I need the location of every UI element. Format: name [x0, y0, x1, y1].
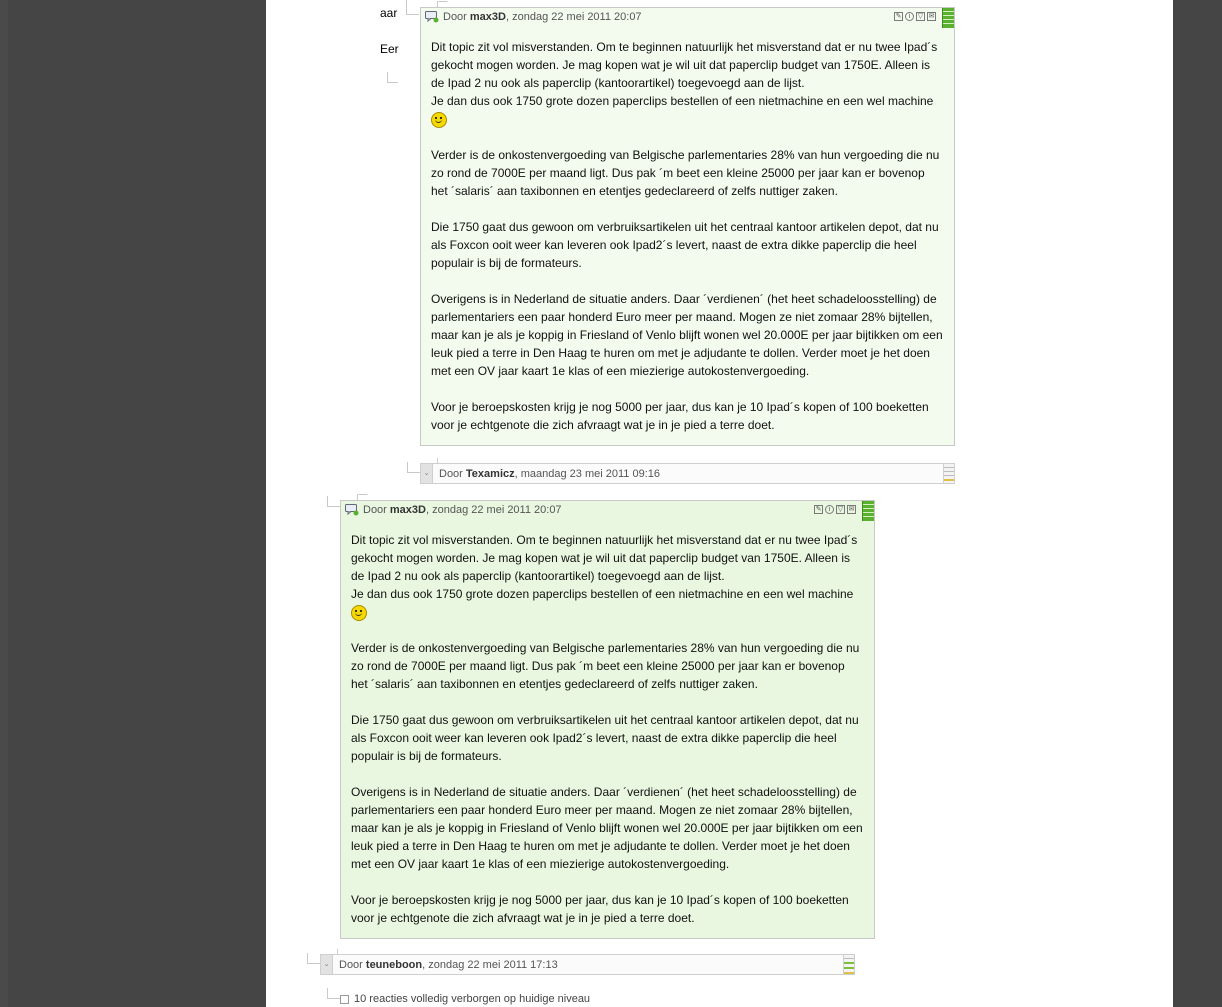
- comment-pointer: [437, 1, 448, 8]
- mail-icon[interactable]: ✉: [848, 506, 855, 513]
- comment-byline: [363, 504, 562, 516]
- comment-pointer: [337, 949, 346, 955]
- thread-line: [307, 953, 320, 964]
- moderate-down-icon[interactable]: ▽: [837, 506, 844, 513]
- author-link[interactable]: max3D: [389, 504, 426, 516]
- hidden-reactions-text: 10 reacties volledig verborgen op huidige niveau: [354, 993, 591, 1005]
- thread-line: [406, 0, 419, 15]
- byline-prefix: Door: [339, 959, 366, 971]
- comment-date: , maandag 23 mei 2011 09:16: [514, 468, 660, 480]
- truncated-text: Eer: [380, 42, 399, 56]
- truncated-text: aar: [380, 6, 398, 20]
- hidden-reactions-note[interactable]: [340, 993, 590, 1005]
- info-icon[interactable]: i: [905, 12, 914, 21]
- comment-bubble-icon: [425, 11, 439, 23]
- moderate-down-icon[interactable]: ▽: [917, 13, 924, 20]
- comment-body: [351, 531, 864, 945]
- thread-line: [327, 496, 340, 507]
- comment-header: [341, 501, 874, 521]
- collapsed-comment[interactable]: [420, 463, 955, 484]
- comment-paragraph: Overigens is in Nederland de situatie anders. Daar ´verdienen´ (het heet schadeloosstelling) de parlementariers een paar honderd Euro meer per maand. Mogen ze niet zomaar 28% bijtellen, maar kan je als je koppig in Friesland of Venlo blijft wonen wel 20.000E per jaar bijtikken om een leuk pied a terre in Den Haag te huren om met je adjudante te dollen. Verder moet je het doen met een OV jaar kaart 1e klas of een miezierige autokostenvergoeding.: [351, 785, 863, 871]
- comment-tools: [814, 505, 856, 514]
- comment-text: Je dan dus ook 1750 grote dozen paperclips bestellen of een nietmachine en een wel machine: [351, 587, 854, 601]
- comment-tools: [894, 12, 936, 21]
- comment-paragraph: Die 1750 gaat dus gewoon om verbruiksartikelen uit het centraal kantoor artikelen depot, dat nu als Foxcon ooit weer kan leveren ook Ipad2´s levert, naast de extra dikke paperclip die heel populair is bij de formateurs.: [351, 713, 859, 763]
- comment-paragraph: Verder is de onkostenvergoeding van Belgische parlementaries 28% van hun vergoeding die nu zo rond de 7000E per maand ligt. Dus pak ´m beet een kleine 25000 per jaar kan er bovenop het ´salaris´ aan taxibonnen en etentjes gedeclareerd of zelfs nuttiger zaken.: [431, 148, 940, 198]
- info-icon[interactable]: i: [825, 505, 834, 514]
- comment-text: Je dan dus ook 1750 grote dozen paperclips bestellen of een nietmachine en een wel machine: [431, 94, 934, 108]
- comment: [420, 7, 955, 446]
- comment: [340, 500, 875, 939]
- expand-toggle-icon[interactable]: ⌄: [421, 464, 433, 483]
- thread-line: [327, 988, 340, 999]
- thread-line: [407, 462, 420, 473]
- edit-icon[interactable]: ✎: [895, 13, 902, 20]
- comment-byline: [439, 468, 660, 480]
- edit-icon[interactable]: ✎: [815, 506, 822, 513]
- comment-date: , zondag 22 mei 2011 20:07: [505, 11, 642, 23]
- collapsed-comment[interactable]: [320, 954, 855, 975]
- comment-byline: [339, 959, 558, 971]
- author-link[interactable]: teuneboon: [365, 959, 423, 971]
- score-indicator[interactable]: [862, 501, 874, 521]
- comment-paragraph: Overigens is in Nederland de situatie anders. Daar ´verdienen´ (het heet schadeloosstelling) de parlementariers een paar honderd Euro meer per maand. Mogen ze niet zomaar 28% bijtellen, maar kan je als je koppig in Friesland of Venlo blijft wonen wel 20.000E per jaar bijtikken om een leuk pied a terre in Den Haag te huren om met je adjudante te dollen. Verder moet je het doen met een OV jaar kaart 1e klas of een miezierige autokostenvergoeding.: [431, 292, 943, 378]
- smiley-icon: [351, 605, 367, 621]
- smiley-icon: [431, 112, 447, 128]
- comment-paragraph: Dit topic zit vol misverstanden. Om te beginnen natuurlijk het misverstand dat er nu twee Ipad´s gekocht mogen worden. Je mag kopen wat je wil uit dat paperclip budget van 1750E. Alleen is de Ipad 2 nu ook als paperclip (kantoorartikel) toegevoegd aan de lijst.: [351, 533, 858, 583]
- comment-bubble-icon: [345, 504, 359, 516]
- comment-paragraph: [431, 92, 944, 128]
- comment-date: , zondag 22 mei 2011 17:13: [422, 959, 558, 971]
- byline-prefix: Door: [443, 11, 470, 23]
- thread-line: [387, 72, 398, 83]
- author-link[interactable]: max3D: [469, 11, 506, 23]
- comment-paragraph: Verder is de onkostenvergoeding van Belgische parlementaries 28% van hun vergoeding die nu zo rond de 7000E per maand ligt. Dus pak ´m beet een kleine 25000 per jaar kan er bovenop het ´salaris´ aan taxibonnen en etentjes gedeclareerd of zelfs nuttiger zaken.: [351, 641, 860, 691]
- comment-paragraph: Dit topic zit vol misverstanden. Om te beginnen natuurlijk het misverstand dat er nu twee Ipad´s gekocht mogen worden. Je mag kopen wat je wil uit dat paperclip budget van 1750E. Alleen is de Ipad 2 nu ook als paperclip (kantoorartikel) toegevoegd aan de lijst.: [431, 40, 938, 90]
- byline-prefix: Door: [363, 504, 390, 516]
- byline-prefix: Door: [439, 468, 466, 480]
- score-indicator: [943, 464, 954, 483]
- comment-paragraph: Die 1750 gaat dus gewoon om verbruiksartikelen uit het centraal kantoor artikelen depot, dat nu als Foxcon ooit weer kan leveren ook Ipad2´s levert, naast de extra dikke paperclip die heel populair is bij de formateurs.: [431, 220, 939, 270]
- author-link[interactable]: Texamicz: [465, 468, 515, 480]
- comment-paragraph: Voor je beroepskosten krijg je nog 5000 per jaar, dus kan je 10 Ipad´s kopen of 100 boeketten voor je echtgenote die zich afvraagt wat je in je pied a terre doet.: [431, 400, 929, 432]
- expand-checkbox-icon[interactable]: [340, 995, 349, 1004]
- comment-date: , zondag 22 mei 2011 20:07: [425, 504, 562, 516]
- comment-byline: [443, 11, 642, 23]
- comment-paragraph: [351, 585, 864, 621]
- comment-body: [431, 38, 944, 452]
- score-indicator: [843, 955, 854, 974]
- expand-toggle-icon[interactable]: ⌄: [321, 955, 333, 974]
- comment-header: [421, 8, 954, 28]
- comment-pointer: [437, 458, 446, 464]
- mail-icon[interactable]: ✉: [928, 13, 935, 20]
- comment-pointer: [357, 494, 368, 501]
- comment-paragraph: Voor je beroepskosten krijg je nog 5000 per jaar, dus kan je 10 Ipad´s kopen of 100 boeketten voor je echtgenote die zich afvraagt wat je in je pied a terre doet.: [351, 893, 849, 925]
- score-indicator[interactable]: [942, 8, 954, 28]
